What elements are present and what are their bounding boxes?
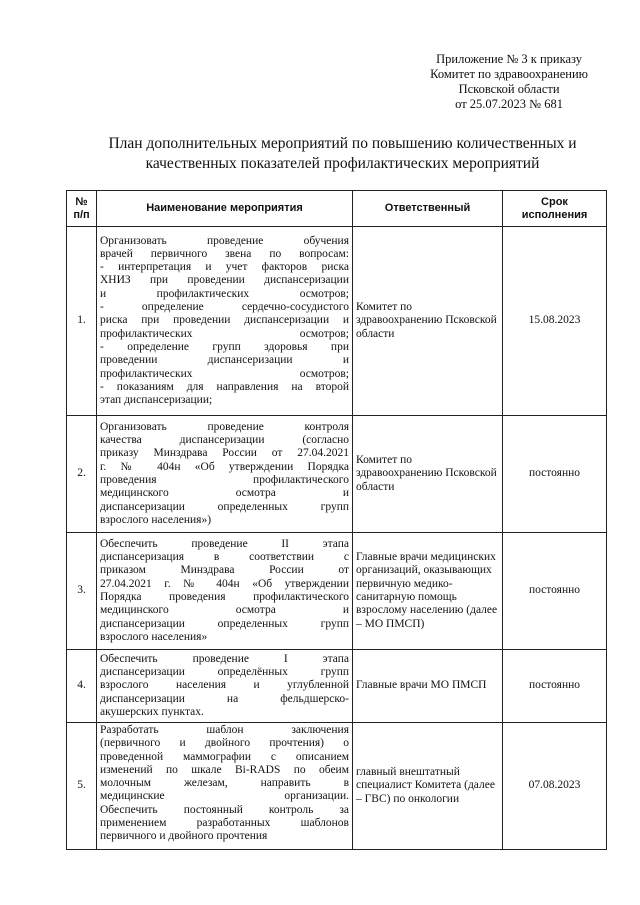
plan-table <box>66 190 607 850</box>
activity-line: диспансеризации определённых групп <box>100 666 349 679</box>
row-number: 1. <box>67 227 97 416</box>
activity-line: взрослого населения») <box>100 513 212 526</box>
activity-line: взрослого населения» <box>100 630 208 643</box>
activity-line: Организовать проведение обучения <box>100 234 349 247</box>
row-responsible: Главные врачи медицинских организаций, оказывающих первичную медико-санитарную помощь взрослому населению (далее – МО ПМСП) <box>353 533 503 650</box>
row-deadline: постоянно <box>503 533 607 650</box>
activity-line: молочным железам, направить в <box>100 777 349 790</box>
activity-line: диспансеризация в соответствии с <box>100 551 349 564</box>
activity-line: (первичного и двойного прочтения) о <box>100 737 349 750</box>
table-header-row <box>67 191 607 227</box>
table-row <box>67 416 607 533</box>
activity-line: - определение сердечно-сосудистого <box>100 301 349 314</box>
activity-line: диспансеризации определенных групп <box>100 500 349 513</box>
table-row <box>67 723 607 850</box>
appendix-line: Приложение № 3 к приказу <box>436 52 582 66</box>
row-deadline: постоянно <box>503 416 607 533</box>
row-deadline: постоянно <box>503 650 607 723</box>
row-responsible: Комитет по здравоохранению Псковской области <box>353 227 503 416</box>
activity-line: первичного и двойного прочтения <box>100 830 268 843</box>
activity-line: проведенной маммографии с описанием <box>100 750 349 763</box>
activity-line: этап диспансеризации; <box>100 394 213 407</box>
row-activity <box>97 416 353 533</box>
row-number: 3. <box>67 533 97 650</box>
activity-line: взрослого населения и углубленной <box>100 679 349 692</box>
activity-line: Обеспечить проведение I этапа <box>100 652 349 665</box>
document-title <box>60 134 625 174</box>
activity-line: риска при проведении диспансеризации и <box>100 314 349 327</box>
row-responsible: Главные врачи МО ПМСП <box>353 650 503 723</box>
row-activity <box>97 533 353 650</box>
table-row <box>67 533 607 650</box>
header-name: Наименование мероприятия <box>97 191 353 227</box>
appendix-header <box>430 52 588 112</box>
row-activity <box>97 227 353 416</box>
activity-line: медицинского осмотра и <box>100 604 349 617</box>
activity-line: врачей первичного звена по вопросам: <box>100 247 349 260</box>
table-row <box>67 650 607 723</box>
table-row <box>67 227 607 416</box>
appendix-line: от 25.07.2023 № 681 <box>455 97 563 111</box>
activity-line: Обеспечить постоянный контроль за <box>100 803 349 816</box>
row-responsible: главный внештатный специалист Комитета (далее – ГВС) по онкологии <box>353 723 503 850</box>
activity-line: диспансеризации определенных групп <box>100 617 349 630</box>
activity-line: диспансеризации на фельдшерско- <box>100 692 349 705</box>
activity-line: - определение групп здоровья при <box>100 340 349 353</box>
row-deadline: 07.08.2023 <box>503 723 607 850</box>
row-deadline: 15.08.2023 <box>503 227 607 416</box>
activity-line: медицинского осмотра и <box>100 487 349 500</box>
activity-line: Обеспечить проведение II этапа <box>100 537 349 550</box>
activity-line: - показаниям для направления на второй <box>100 380 349 393</box>
activity-line: профилактических осмотров; <box>100 327 349 340</box>
activity-line: изменений по шкале Bi-RADS по обеим <box>100 763 349 776</box>
activity-line: и профилактических осмотров; <box>100 287 349 300</box>
activity-line: 27.04.2021 г. № 404н «Об утверждении <box>100 577 349 590</box>
activity-line: приказу Минздрава России от 27.04.2021 <box>100 447 349 460</box>
activity-line: Порядка проведения профилактического <box>100 591 349 603</box>
appendix-line: Псковской области <box>458 82 560 96</box>
row-responsible: Комитет по здравоохранению Псковской области <box>353 416 503 533</box>
header-number: № п/п <box>67 191 97 227</box>
title-line: План дополнительных мероприятий по повышению количественных и <box>108 135 577 152</box>
activity-line: г. № 404н «Об утверждении Порядка <box>100 460 349 473</box>
activity-line: качества диспансеризации (согласно <box>100 434 349 447</box>
row-number: 4. <box>67 650 97 723</box>
title-line: качественных показателей профилактических мероприятий <box>145 155 540 172</box>
header-responsible: Ответственный <box>353 191 503 227</box>
activity-line: Разработать шаблон заключения <box>100 724 349 736</box>
activity-line: проведении диспансеризации и <box>100 354 349 367</box>
activity-line: приказом Минздрава России от <box>100 564 349 577</box>
row-number: 2. <box>67 416 97 533</box>
row-activity <box>97 723 353 850</box>
activity-line: ХНИЗ при проведении диспансеризации <box>100 274 349 287</box>
row-activity <box>97 650 353 723</box>
activity-line: акушерских пунктах. <box>100 705 204 718</box>
activity-line: проведения профилактического <box>100 474 349 486</box>
appendix-line: Комитет по здравоохранению <box>430 67 588 81</box>
activity-line: - интерпретация и учет факторов риска <box>100 261 349 274</box>
row-number: 5. <box>67 723 97 850</box>
header-deadline: Срок исполнения <box>503 191 607 227</box>
activity-line: профилактических осмотров; <box>100 367 349 380</box>
activity-line: применением разработанных шаблонов <box>100 817 349 830</box>
activity-line: Организовать проведение контроля <box>100 420 349 433</box>
activity-line: медицинские организации. <box>100 790 349 803</box>
